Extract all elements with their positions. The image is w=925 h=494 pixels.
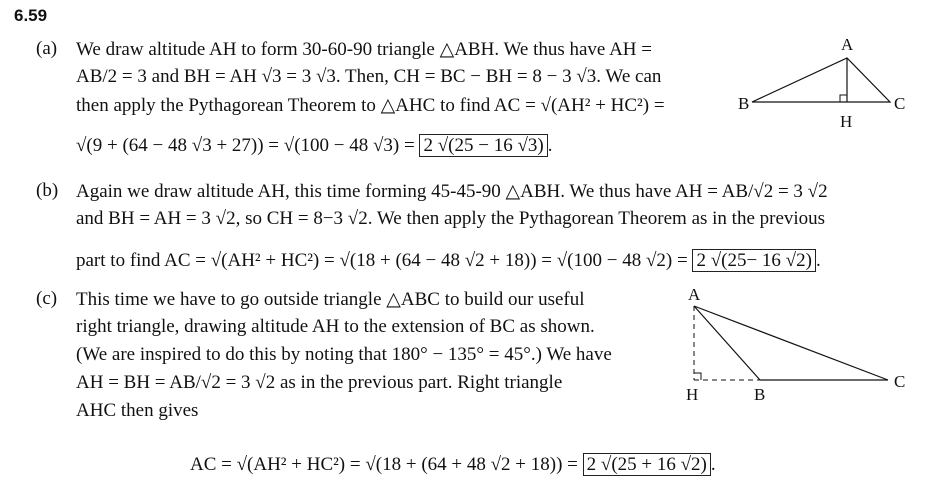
right-angle-mark bbox=[840, 95, 847, 102]
part-a-triangle-figure bbox=[732, 32, 917, 144]
part-c-answer-box: 2 √(25 + 16 √2) bbox=[583, 453, 711, 476]
part-b-line-1: Again we draw altitude AH, this time forming 45-45-90 △ABH. We thus have AH = AB/√2 = 3 √2 bbox=[76, 181, 828, 202]
part-c-answer-period: . bbox=[710, 454, 716, 475]
part-c-line-2: right triangle, drawing altitude AH to the extension of BC as shown. bbox=[76, 316, 595, 337]
part-c-line-3: (We are inspired to do this by noting that 180° − 135° = 45°.) We have bbox=[76, 344, 612, 365]
part-c-label: (c) bbox=[36, 288, 58, 309]
part-c-line-4: AH = BH = AB/√2 = 3 √2 as in the previous part. Right triangle bbox=[76, 372, 563, 393]
vertex-b-label: B bbox=[754, 385, 766, 404]
part-a-label: (a) bbox=[36, 38, 58, 59]
part-b-answer-box: 2 √(25− 16 √2) bbox=[692, 249, 815, 272]
foot-h-label: H bbox=[686, 385, 699, 404]
part-b-label: (b) bbox=[36, 180, 59, 201]
vertex-c-label: C bbox=[894, 372, 906, 391]
problem-number: 6.59 bbox=[14, 6, 48, 25]
part-a-equation: √(9 + (64 − 48 √3 + 27)) = √(100 − 48 √3) = bbox=[76, 135, 415, 156]
part-b-line-3 bbox=[76, 250, 821, 272]
part-b-answer-period: . bbox=[815, 250, 821, 271]
part-a-answer-box: 2 √(25 − 16 √3) bbox=[419, 134, 547, 157]
part-c-equation: AC = √(AH² + HC²) = √(18 + (64 + 48 √2 + 18)) = bbox=[190, 454, 578, 475]
part-a-answer-period: . bbox=[547, 135, 553, 156]
part-c-line-5: AHC then gives bbox=[76, 400, 199, 421]
part-c-triangle-figure bbox=[678, 284, 918, 410]
vertex-a-label: A bbox=[841, 35, 854, 54]
vertex-c-label: C bbox=[894, 94, 906, 113]
part-a-line-3: then apply the Pythagorean Theorem to △AHC to find AC = √(AH² + HC²) = bbox=[76, 95, 665, 116]
part-b-line-2: and BH = AH = 3 √2, so CH = 8−3 √2. We then apply the Pythagorean Theorem as in the previous bbox=[76, 208, 826, 229]
part-a-line-2: AB/2 = 3 and BH = AH √3 = 3 √3. Then, CH = BC − BH = 8 − 3 √3. We can bbox=[76, 66, 662, 87]
vertex-a-label: A bbox=[688, 285, 701, 304]
vertex-b-label: B bbox=[738, 94, 750, 113]
side-ab bbox=[694, 306, 760, 380]
part-c-line-1: This time we have to go outside triangle △ABC to build our useful bbox=[76, 289, 585, 310]
triangle-abc bbox=[752, 58, 890, 102]
part-c-final-equation bbox=[190, 454, 716, 476]
part-a-line-4 bbox=[76, 135, 552, 157]
foot-h-label: H bbox=[840, 112, 853, 131]
right-angle-mark bbox=[694, 373, 701, 380]
part-a-line-1: We draw altitude AH to form 30-60-90 triangle △ABH. We thus have AH = bbox=[76, 39, 652, 60]
side-ac bbox=[694, 306, 888, 380]
part-b-equation: part to find AC = √(AH² + HC²) = √(18 + (64 − 48 √2 + 18)) = √(100 − 48 √2) = bbox=[76, 250, 688, 271]
